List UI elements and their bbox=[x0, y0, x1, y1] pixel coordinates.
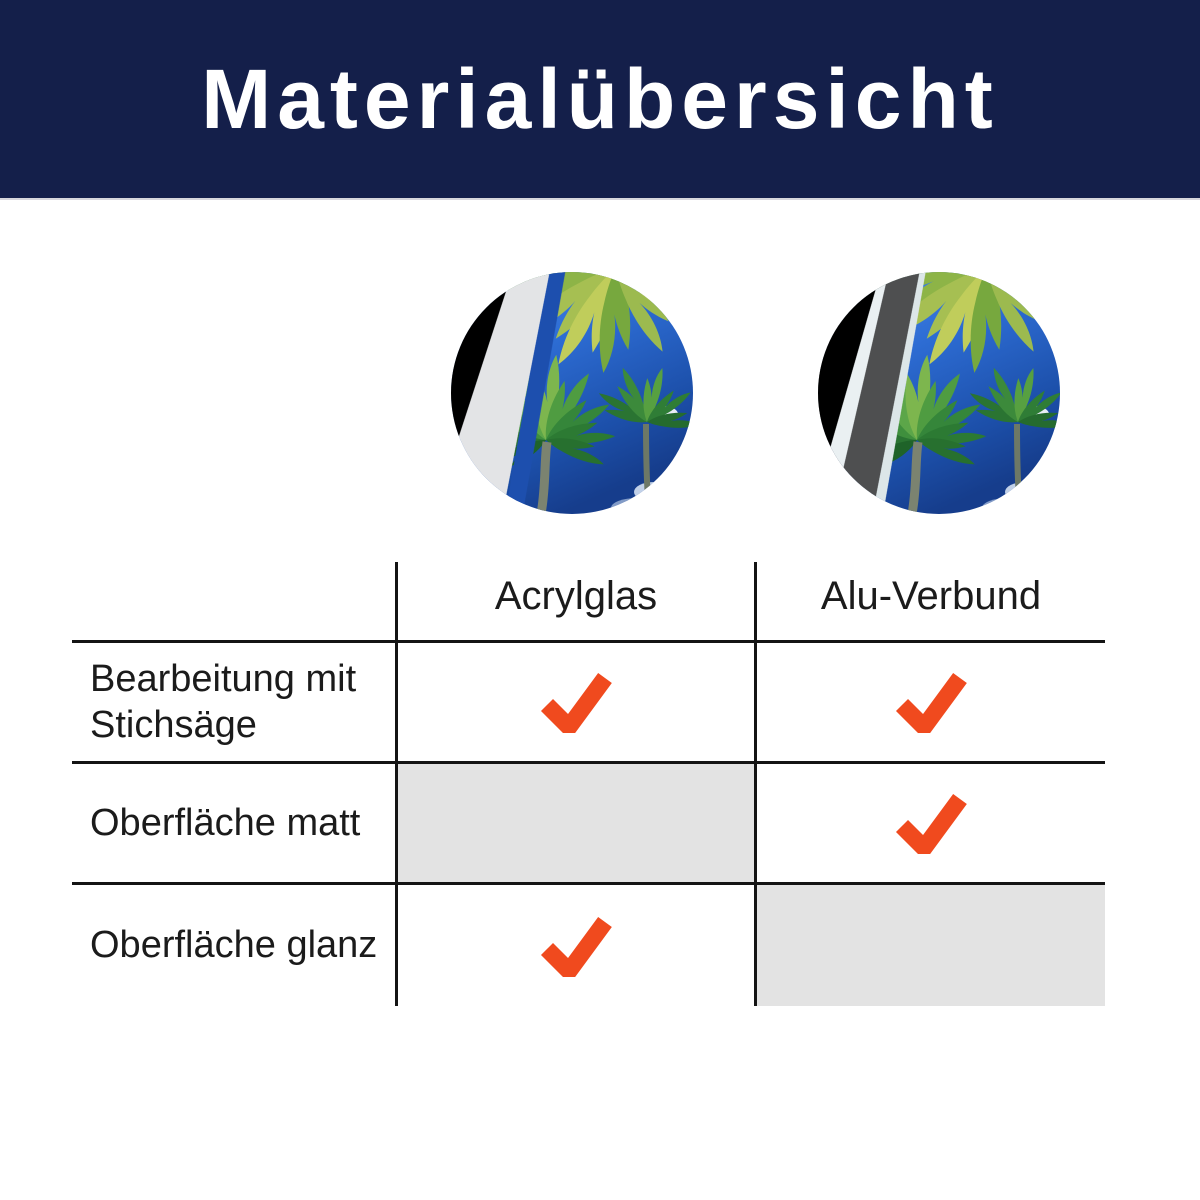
column-header-alu-verbund: Alu-Verbund bbox=[754, 562, 1105, 643]
title-banner bbox=[0, 0, 1200, 200]
acrylglas-edge-overlay bbox=[451, 272, 693, 514]
feature-available-cell bbox=[395, 643, 754, 764]
page-title: Materialübersicht bbox=[201, 52, 999, 146]
alu-verbund-edge-overlay bbox=[818, 272, 1060, 514]
alu-verbund-sample-image bbox=[818, 272, 1060, 514]
feature-available-cell bbox=[395, 885, 754, 1006]
row-label: Oberfläche glanz bbox=[90, 924, 378, 967]
header-spacer bbox=[72, 562, 395, 643]
feature-unavailable-cell bbox=[754, 885, 1105, 1006]
material-comparison-table bbox=[72, 562, 1105, 1006]
feature-available-cell bbox=[754, 764, 1105, 885]
feature-available-cell bbox=[754, 643, 1105, 764]
feature-unavailable-cell bbox=[395, 764, 754, 885]
row-label: Oberfläche matt bbox=[72, 764, 395, 885]
check-icon bbox=[540, 915, 612, 977]
acrylglas-sample-image bbox=[451, 272, 693, 514]
check-icon bbox=[895, 671, 967, 733]
check-icon bbox=[540, 671, 612, 733]
row-label: Bearbeitung mit Stichsäge bbox=[72, 643, 395, 764]
check-icon bbox=[895, 792, 967, 854]
column-header-acrylglas: Acrylglas bbox=[395, 562, 754, 643]
